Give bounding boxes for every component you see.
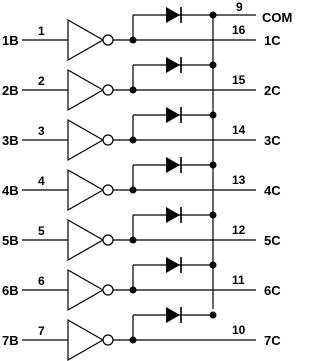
buffer-icon (68, 220, 103, 260)
diode-icon (166, 7, 180, 23)
diode-icon (166, 307, 180, 323)
channel-row (2, 157, 281, 210)
output-label: 3C (264, 133, 281, 148)
buffer-icon (68, 170, 103, 210)
buffer-icon (68, 120, 103, 160)
diode-icon (166, 157, 180, 173)
input-pin-number: 4 (38, 174, 45, 188)
input-label: 7B (2, 333, 19, 348)
inverter-bubble-icon (103, 135, 113, 145)
bus-junction-dot (210, 162, 217, 169)
bus-junction-dot (210, 312, 217, 319)
diode-icon (166, 107, 180, 123)
channel-row (2, 57, 281, 110)
bus-junction-dot (210, 212, 217, 219)
buffer-icon (68, 70, 103, 110)
output-junction-dot (130, 37, 137, 44)
buffer-icon (68, 20, 103, 60)
diode-icon (166, 207, 180, 223)
output-pin-number: 11 (232, 273, 245, 287)
output-junction-dot (130, 237, 137, 244)
input-label: 4B (2, 183, 19, 198)
output-junction-dot (130, 137, 137, 144)
output-label: 5C (264, 233, 281, 248)
input-label: 5B (2, 233, 19, 248)
output-junction-dot (130, 87, 137, 94)
input-label: 6B (2, 283, 19, 298)
output-pin-number: 15 (232, 73, 246, 87)
output-junction-dot (130, 187, 137, 194)
input-label: 2B (2, 83, 19, 98)
bus-junction-dot (210, 112, 217, 119)
output-label: 6C (264, 283, 281, 298)
input-label: 3B (2, 133, 19, 148)
channel-row (2, 207, 281, 260)
common-pin-number: 9 (236, 0, 243, 14)
output-label: 1C (264, 33, 281, 48)
inverter-bubble-icon (103, 335, 113, 345)
common-label: COM (262, 10, 293, 25)
output-pin-number: 16 (232, 23, 246, 37)
output-pin-number: 12 (232, 223, 246, 237)
output-junction-dot (130, 287, 137, 294)
inverter-bubble-icon (103, 85, 113, 95)
input-label: 1B (2, 33, 19, 48)
channels (2, 7, 281, 360)
bus-junction-dot (210, 262, 217, 269)
output-label: 2C (264, 83, 281, 98)
input-pin-number: 6 (38, 274, 45, 288)
input-pin-number: 7 (38, 324, 45, 338)
inverter-bubble-icon (103, 35, 113, 45)
bus-junction-dot (210, 12, 217, 19)
channel-row (2, 107, 281, 160)
output-junction-dot (130, 337, 137, 344)
buffer-icon (68, 270, 103, 310)
inverter-bubble-icon (103, 235, 113, 245)
output-label: 7C (264, 333, 281, 348)
output-label: 4C (264, 183, 281, 198)
output-pin-number: 13 (232, 173, 246, 187)
input-pin-number: 2 (38, 74, 45, 88)
input-pin-number: 3 (38, 124, 45, 138)
inverter-bubble-icon (103, 285, 113, 295)
channel-row (2, 257, 281, 310)
inverter-bubble-icon (103, 185, 113, 195)
common-terminal (213, 0, 292, 25)
output-pin-number: 10 (232, 323, 246, 337)
diode-icon (166, 257, 180, 273)
buffer-icon (68, 320, 103, 360)
diode-icon (166, 57, 180, 73)
input-pin-number: 5 (38, 224, 45, 238)
bus-junction-dot (210, 62, 217, 69)
channel-row (2, 307, 281, 360)
input-pin-number: 1 (38, 24, 45, 38)
output-pin-number: 14 (232, 123, 246, 137)
